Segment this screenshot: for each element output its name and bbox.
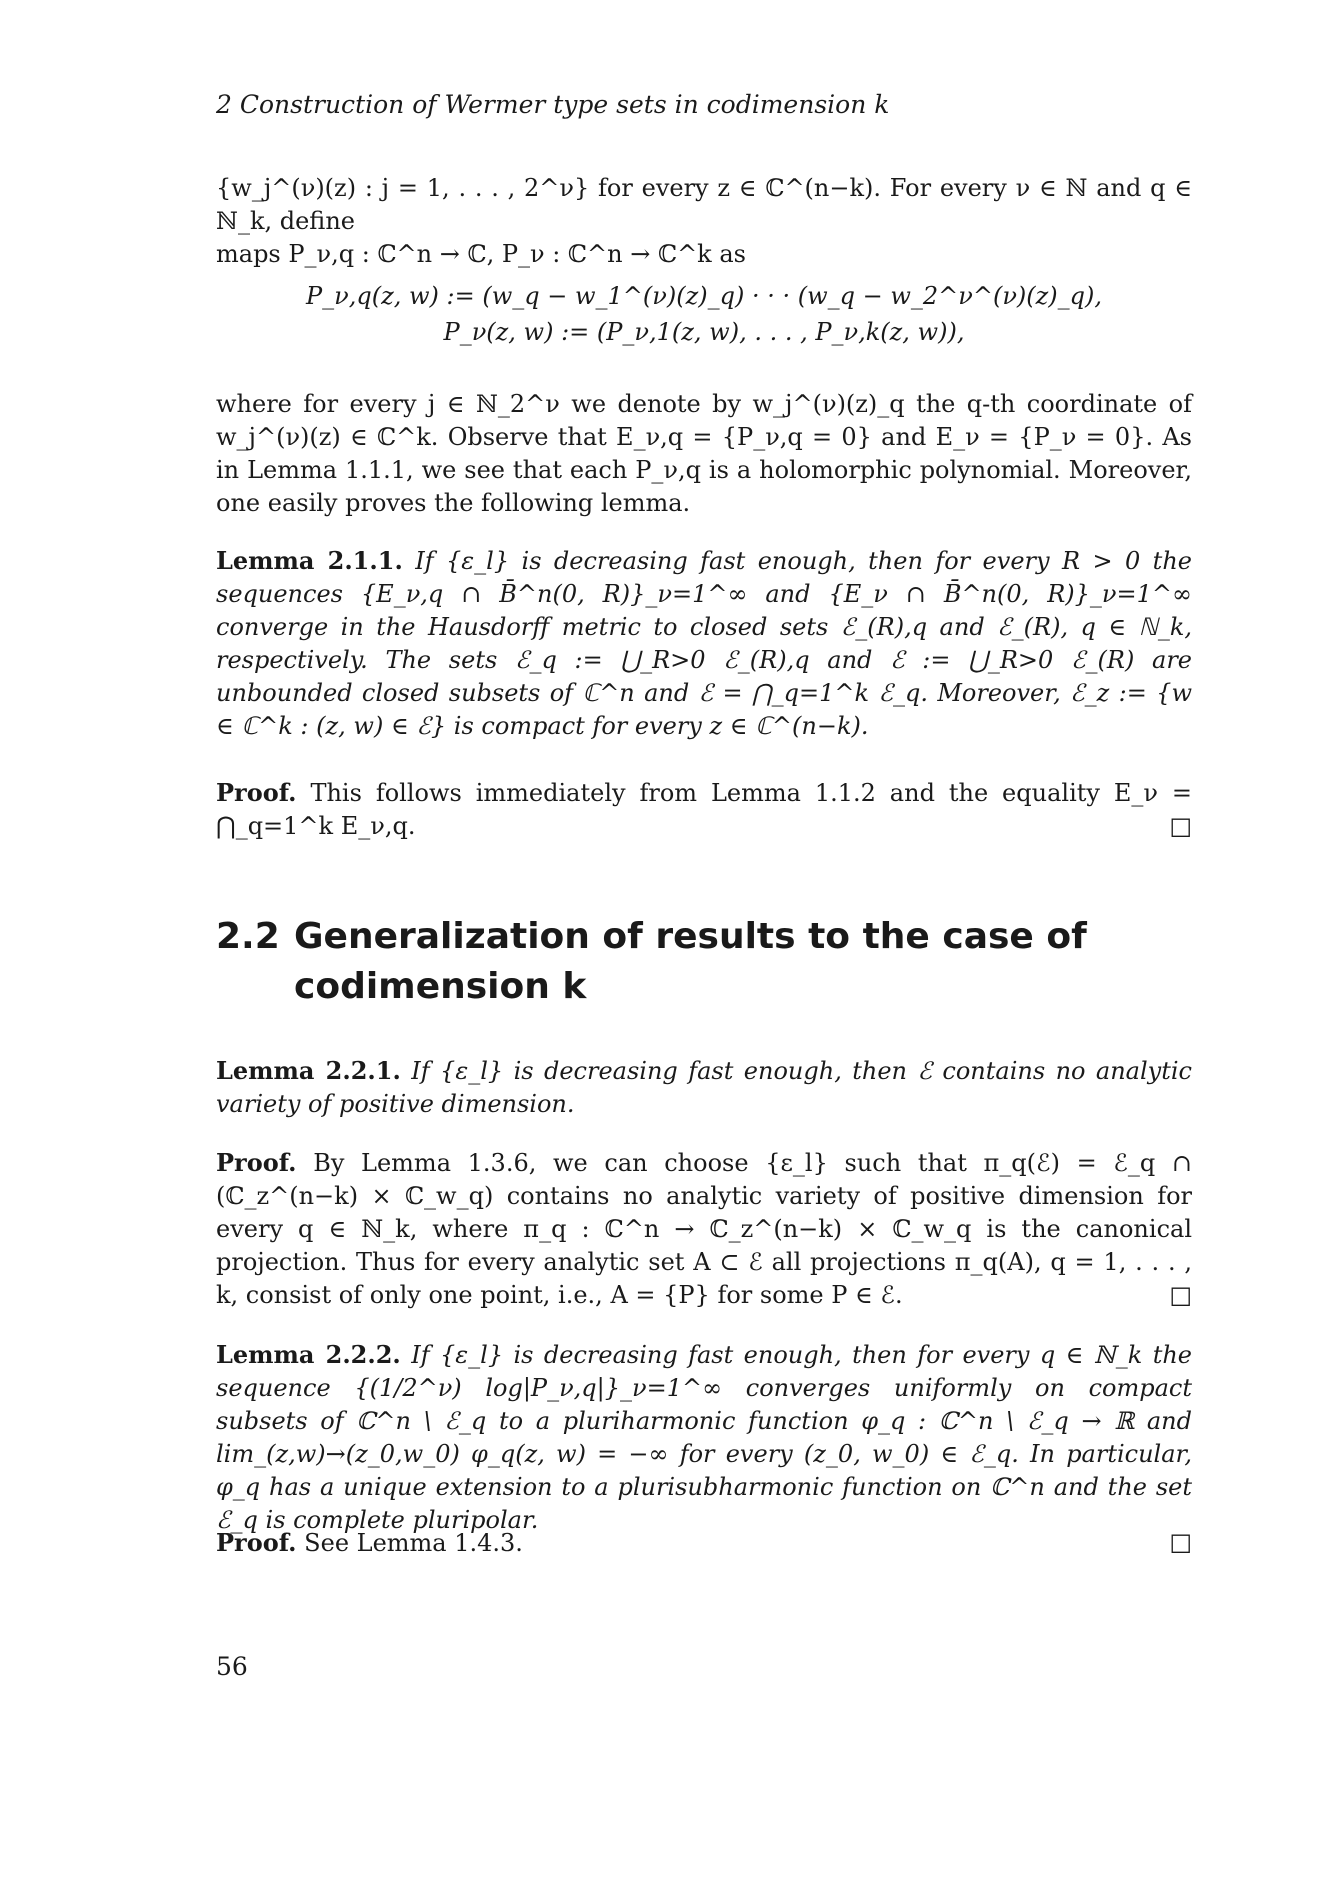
proof-1-body: This follows immediately from Lemma 1.1.2 and the equality E_ν = ⋂_q=1^k E_ν,q. xyxy=(216,779,1192,840)
proof-2-head: Proof. xyxy=(216,1148,297,1177)
lemma-2-1-1-body: If {ε_l} is decreasing fast enough, then for every R > 0 the sequences {E_ν,q ∩ B̄^n(0, R)}_ν=1^∞ and {E_ν ∩ B̄^n(0, R)}_ν=1^∞ converge in the Hausdorff metric to closed sets ℰ_(R),q and ℰ_(R), q ∈ ℕ_k, respectively. The sets ℰ_q := ⋃_R>0 ℰ_(R),q and ℰ := ⋃_R>0 ℰ_(R) are unbounded closed subsets of ℂ^n and ℰ = ⋂_q=1^k ℰ_q. Moreover, ℰ_z := {w ∈ ℂ^k : (z, w) ∈ ℰ} is compact for every z ∈ ℂ^(n−k). xyxy=(216,547,1192,740)
intro-line-2: maps P_ν,q : ℂ^n → ℂ, P_ν : ℂ^n → ℂ^k as xyxy=(216,240,746,268)
section-title: Generalization of results to the case of codimension k xyxy=(294,916,1087,1007)
running-head: 2 Construction of Wermer type sets in codimension k xyxy=(216,90,890,119)
intro-line-1: {w_j^(ν)(z) : j = 1, . . . , 2^ν} for every z ∈ ℂ^(n−k). For every ν ∈ ℕ and q ∈ ℕ_k, define xyxy=(216,174,1192,235)
lemma-2-2-1-head: Lemma 2.2.1. xyxy=(216,1056,401,1085)
qed-symbol-2: □ xyxy=(1169,1281,1192,1309)
proof-1 xyxy=(216,776,1192,843)
lemma-2-2-2 xyxy=(216,1338,1192,1537)
proof-2 xyxy=(216,1146,1192,1312)
proof-2-body: By Lemma 1.3.6, we can choose {ε_l} such that π_q(ℰ) = ℰ_q ∩ (ℂ_z^(n−k) × ℂ_w_q) contains no analytic variety of positive dimension for every q ∈ ℕ_k, where π_q : ℂ^n → ℂ_z^(n−k) × ℂ_w_q is the canonical projection. Thus for every analytic set A ⊂ ℰ all projections π_q(A), q = 1, . . . , k, consist of only one point, i.e., A = {P} for some P ∈ ℰ. xyxy=(216,1149,1192,1309)
lemma-2-2-1 xyxy=(216,1054,1192,1121)
qed-symbol-1: □ xyxy=(1169,812,1192,840)
proof-3-head: Proof. xyxy=(216,1528,297,1557)
equation-p-nu: P_ν(z, w) := (P_ν,1(z, w), . . . , P_ν,k(z, w)), xyxy=(443,318,965,346)
display-equations xyxy=(216,278,1192,350)
lemma-2-2-2-head: Lemma 2.2.2. xyxy=(216,1340,401,1369)
lemma-2-1-1-head: Lemma 2.1.1. xyxy=(216,546,403,575)
proof-3-body: See Lemma 1.4.3. xyxy=(304,1529,523,1557)
equation-p-nu-q: P_ν,q(z, w) := (w_q − w_1^(ν)(z)_q) · · · (w_q − w_2^ν^(ν)(z)_q), xyxy=(305,282,1103,310)
section-number: 2.2 xyxy=(216,916,280,957)
lemma-2-2-2-body: If {ε_l} is decreasing fast enough, then for every q ∈ ℕ_k the sequence {(1/2^ν) log|P_ν,q|}_ν=1^∞ converges uniformly on compact subsets of ℂ^n \ ℰ_q to a pluriharmonic function φ_q : ℂ^n \ ℰ_q → ℝ and lim_(z,w)→(z_0,w_0) φ_q(z, w) = −∞ for every (z_0, w_0) ∈ ℰ_q. In particular, φ_q has a unique extension to a plurisubharmonic function on ℂ^n and the set ℰ_q is complete pluripolar. xyxy=(216,1341,1192,1534)
qed-symbol-3: □ xyxy=(1169,1528,1192,1556)
section-heading xyxy=(216,912,1192,1012)
paragraph-2-text: where for every j ∈ ℕ_2^ν we denote by w_j^(ν)(z)_q the q-th coordinate of w_j^(ν)(z) ∈ ℂ^k. Observe that E_ν,q = {P_ν,q = 0} and E_ν = {P_ν = 0}. As in Lemma 1.1.1, we see that each P_ν,q is a holomorphic polynomial. Moreover, one easily proves the following lemma. xyxy=(216,390,1192,517)
proof-3 xyxy=(216,1526,1192,1560)
page-number: 56 xyxy=(216,1652,248,1681)
lemma-2-1-1 xyxy=(216,544,1192,743)
lemma-2-2-1-body: If {ε_l} is decreasing fast enough, then ℰ contains no analytic variety of positive dimension. xyxy=(216,1057,1192,1118)
intro-paragraph xyxy=(216,172,1192,271)
proof-1-head: Proof. xyxy=(216,778,297,807)
paragraph-2 xyxy=(216,388,1192,520)
